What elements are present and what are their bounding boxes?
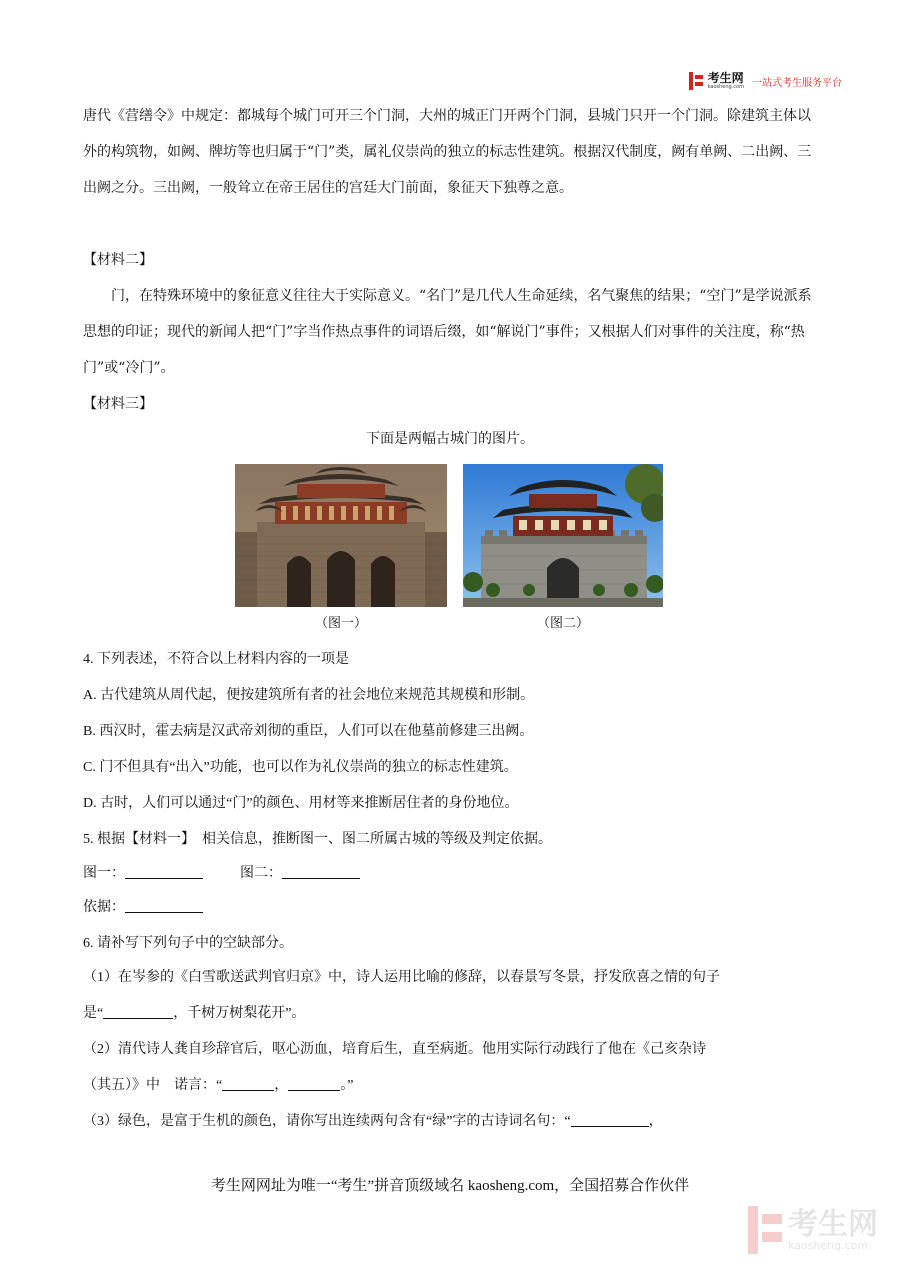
q6-item2-blank-1[interactable] <box>222 1076 274 1091</box>
logo-slogan: 一站式考生服务平台 <box>752 77 842 89</box>
q5-fig1-blank[interactable] <box>125 864 203 879</box>
figure-1-gate-drawing <box>235 464 447 607</box>
figure-2-image <box>463 464 663 607</box>
q4-option-d: D. 古时，人们可以通过“门”的颜色、用材等来推断居住者的身份地位。 <box>83 796 519 811</box>
material2-label: 【材料二】 <box>83 252 153 268</box>
q5-fig2-blank[interactable] <box>282 864 360 879</box>
header-logo <box>689 72 842 90</box>
q5-basis-label: 依据： <box>83 900 125 915</box>
watermark <box>748 1206 878 1254</box>
figure-2-caption: （图二） <box>536 616 589 631</box>
q4-option-c: C. 门不但具有“出入”功能，也可以作为礼仪崇尚的独立的标志性建筑。 <box>83 760 518 775</box>
logo-icon <box>689 72 703 90</box>
q4-stem: 4. 下列表述，不符合以上材料内容的一项是 <box>83 652 349 667</box>
q5-fig2-label: 图二： <box>240 866 282 881</box>
q6-item1-line2 <box>83 996 823 1032</box>
q5-basis-blank[interactable] <box>125 898 203 913</box>
figure-1-image <box>235 464 447 607</box>
q6-item1-blank[interactable] <box>103 1004 173 1019</box>
watermark-name: 考生网 <box>788 1206 878 1242</box>
footer-text: 考生网网址为唯一“考生”拼音顶级域名 kaosheng.com，全国招募合作伙伴 <box>210 1178 690 1194</box>
q6-stem: 6. 请补写下列句子中的空缺部分。 <box>83 936 293 951</box>
watermark-logo-icon <box>748 1206 782 1254</box>
q5-basis <box>83 890 823 926</box>
logo-name: 考生网 <box>707 71 744 85</box>
q6-item2-line1: （2）清代诗人龚自珍辞官后，呕心沥血，培育后生，直至病逝。他用实际行动践行了他在《己亥杂诗 <box>83 1042 706 1057</box>
q4-option-a: A. 古代建筑从周代起，便按建筑所有者的社会地位来规范其规模和形制。 <box>83 688 535 703</box>
q6-item1-post: ，千树万树梨花开”。 <box>173 1006 306 1021</box>
figure-2-gate-drawing <box>463 464 663 607</box>
q6-item3-post: ， <box>648 1114 663 1129</box>
q6-item3-blank[interactable] <box>571 1112 649 1127</box>
q5-figure-answers <box>83 856 823 892</box>
q6-item3 <box>83 1104 823 1140</box>
material3-intro: 下面是两幅古城门的图片。 <box>366 431 534 447</box>
watermark-domain: kaosheng.com <box>788 1238 869 1252</box>
q5-fig1-label: 图一： <box>83 866 125 881</box>
q6-item2-blank-2[interactable] <box>288 1076 340 1091</box>
material3-label: 【材料三】 <box>83 396 153 412</box>
q6-item2-pre: （其五）》中 诺言：“ <box>83 1078 223 1093</box>
q4-option-b: B. 西汉时，霍去病是汉武帝刘彻的重臣，人们可以在他墓前修建三出阙。 <box>83 724 534 739</box>
q6-item2-line2 <box>83 1068 823 1104</box>
figure-1-caption: （图一） <box>314 616 367 631</box>
q6-item1-pre: 是“ <box>83 1006 104 1021</box>
material1-paragraph: 唐代《营缮令》中规定：都城每个城门可开三个门洞，大州的城正门开两个门洞，县城门只开一个门洞。除建筑主体以外的构筑物，如阙、牌坊等也归属于“门”类，属礼仪崇尚的独立的标志性建筑。根据汉代制度，阙有单阙、二出阙、三出阙之分。三出阙，一般耸立在帝王居住的宫廷大门前面，象征天下独尊之意。 <box>83 108 812 196</box>
q6-item2-mid: ， <box>274 1078 289 1093</box>
material2-paragraph: 门，在特殊环境中的象征意义往往大于实际意义。“名门”是几代人生命延续，名气聚焦的结果；“空门”是学说派系思想的印证；现代的新闻人把“门”字当作热点事件的词语后缀，如“解说门”事件；又根据人们对事件的关注度，称“热门”或“冷门”。 <box>83 288 812 376</box>
logo-domain: kaosheng.com <box>707 84 744 90</box>
q6-item3-pre: （3）绿色，是富于生机的颜色，请你写出连续两句含有“绿”字的古诗词名句：“ <box>83 1114 571 1129</box>
q5-stem: 5. 根据【材料一】 相关信息，推断图一、图二所属古城的等级及判定依据。 <box>83 832 552 847</box>
q6-item1-line1: （1）在岑参的《白雪歌送武判官归京》中，诗人运用比喻的修辞，以春景写冬景，抒发欣喜之情的句子 <box>83 970 720 985</box>
q6-item2-post: 。” <box>340 1078 354 1093</box>
